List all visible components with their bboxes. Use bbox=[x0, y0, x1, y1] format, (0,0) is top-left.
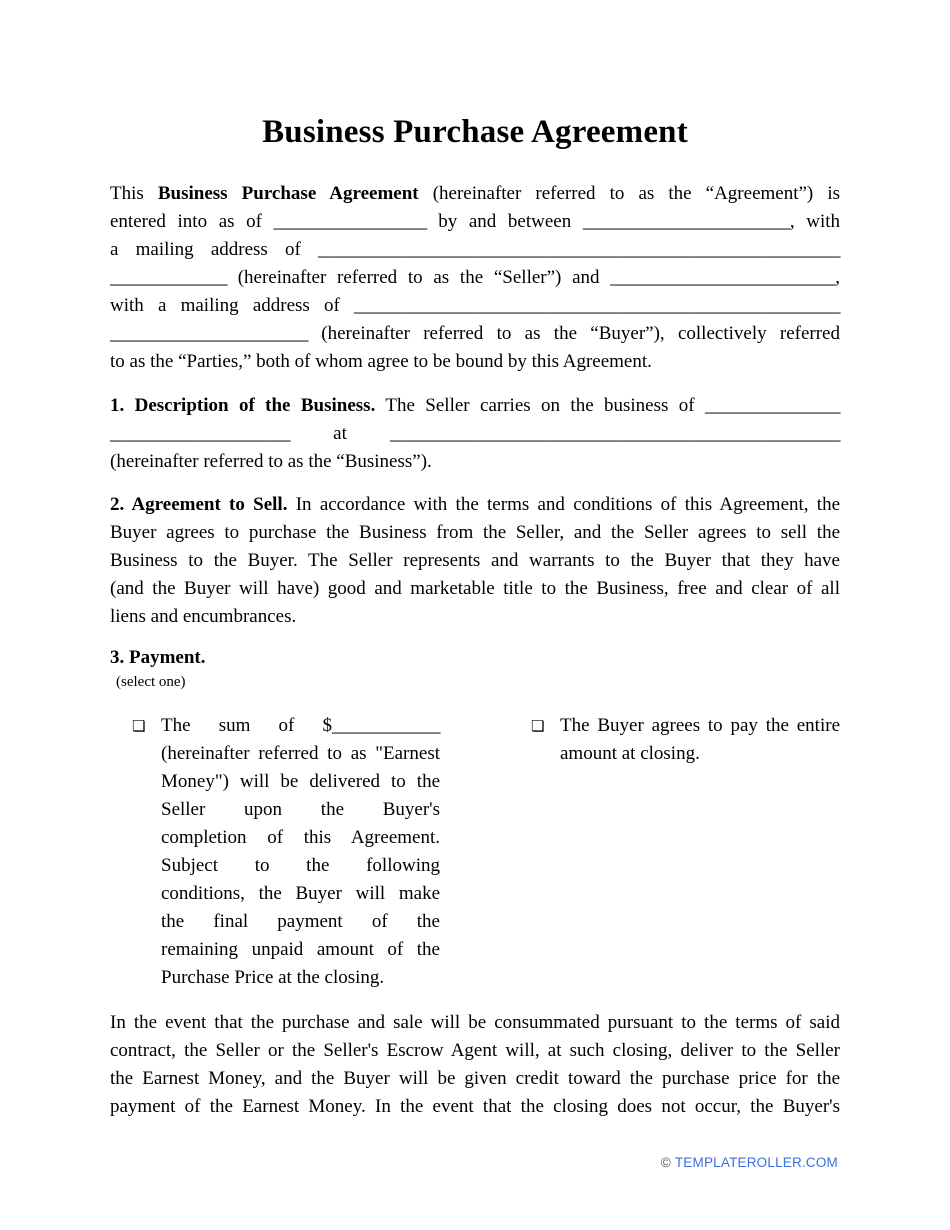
text-run: entered into as of bbox=[110, 211, 274, 232]
templateroller-link[interactable]: TEMPLATEROLLER.COM bbox=[674, 1155, 838, 1170]
text-run: amount at closing. bbox=[560, 743, 700, 764]
bold-text: 2. Agreement to Sell. bbox=[110, 494, 288, 515]
text-run: Business to the Buyer. The Seller represents and warrants to the Buyer that they have bbox=[110, 550, 840, 571]
payment-option-earnest-money bbox=[132, 712, 440, 992]
text-run: (hereinafter referred to as the “Business”). bbox=[110, 451, 432, 472]
text-run: , with bbox=[789, 211, 841, 232]
text-run: The Seller carries on the business of bbox=[375, 395, 706, 416]
text-line bbox=[110, 348, 840, 376]
blank-field[interactable]: _______________________ bbox=[582, 211, 790, 232]
text-line bbox=[110, 1037, 840, 1065]
text-line bbox=[110, 208, 840, 236]
text-line bbox=[110, 420, 840, 448]
document-content bbox=[110, 0, 840, 1121]
text-run: by and between bbox=[426, 211, 583, 232]
text-line bbox=[161, 740, 440, 768]
text-run: liens and encumbrances. bbox=[110, 606, 297, 627]
text-run: the final payment of the bbox=[161, 911, 440, 932]
closing-paragraph bbox=[110, 1009, 840, 1121]
text-run: (hereinafter referred to as "Earnest bbox=[161, 743, 440, 764]
text-run: contract, the Seller or the Seller's Escrow Agent will, at such closing, deliver to the Seller bbox=[110, 1040, 840, 1061]
text-line bbox=[161, 936, 440, 964]
text-line bbox=[161, 768, 440, 796]
checkbox-icon[interactable]: ❏ bbox=[132, 717, 146, 735]
text-run: (hereinafter referred to as the “Buyer”), collectively referred bbox=[308, 323, 840, 344]
text-line bbox=[110, 264, 840, 292]
text-run: (hereinafter referred to as the “Seller”) and bbox=[227, 267, 611, 288]
text-line bbox=[110, 180, 840, 208]
text-line bbox=[161, 712, 440, 740]
text-line bbox=[161, 880, 440, 908]
text-line bbox=[110, 392, 840, 420]
text-line bbox=[110, 575, 840, 603]
text-run: remaining unpaid amount of the bbox=[161, 939, 440, 960]
text-line bbox=[110, 1093, 840, 1121]
text-run: the Earnest Money, and the Buyer will be given credit toward the purchase price for the bbox=[110, 1068, 840, 1089]
text-line bbox=[110, 1009, 840, 1037]
payment-options bbox=[132, 712, 840, 992]
blank-field[interactable]: ____________________ bbox=[110, 423, 290, 444]
text-line bbox=[110, 1065, 840, 1093]
text-run: In accordance with the terms and conditions of this Agreement, the bbox=[287, 494, 841, 515]
text-line bbox=[161, 964, 440, 992]
text-run: payment of the Earnest Money. In the event that the closing does not occur, the Buyer's bbox=[110, 1096, 840, 1117]
text-run: Money") will be delivered to the bbox=[161, 771, 440, 792]
text-run: Seller upon the Buyer's bbox=[161, 799, 440, 820]
select-one-note: (select one) bbox=[116, 674, 186, 690]
text-line bbox=[110, 292, 840, 320]
text-run: a mailing address of bbox=[110, 239, 318, 260]
text-line bbox=[110, 448, 840, 476]
text-run: to as the “Parties,” both of whom agree to be bound by this Agreement. bbox=[110, 351, 652, 372]
payment-option-full-amount bbox=[531, 712, 840, 992]
text-line bbox=[161, 852, 440, 880]
text-line bbox=[560, 740, 840, 768]
text-line bbox=[110, 491, 840, 519]
text-line bbox=[560, 712, 840, 740]
text-run: at bbox=[290, 423, 390, 444]
text-run: completion of this Agreement. bbox=[161, 827, 440, 848]
text-line bbox=[161, 908, 440, 936]
blank-field[interactable]: __________________________________________________ bbox=[390, 423, 840, 444]
blank-field[interactable]: ______________________________________________________ bbox=[354, 295, 840, 316]
page-title: Business Purchase Agreement bbox=[262, 114, 688, 150]
text-line bbox=[161, 796, 440, 824]
blank-field[interactable]: _____________ bbox=[110, 267, 227, 288]
text-run: The sum of $ bbox=[161, 715, 332, 736]
text-run: The Buyer agrees to pay the entire bbox=[560, 715, 840, 736]
text-run: (hereinafter referred to as the “Agreement”) is bbox=[418, 183, 841, 204]
blank-field[interactable]: __________________________________________________________ bbox=[318, 239, 840, 260]
blank-field[interactable]: _________________________ bbox=[610, 267, 836, 288]
section-1-description-of-business bbox=[110, 392, 840, 476]
copyright-symbol: © bbox=[660, 1155, 671, 1170]
text-run: Subject to the following bbox=[161, 855, 440, 876]
blank-field[interactable]: ______________________ bbox=[110, 323, 308, 344]
bold-text: Business Purchase Agreement bbox=[157, 183, 419, 204]
blank-field[interactable]: ____________ bbox=[332, 715, 440, 736]
text-run: Buyer agrees to purchase the Business from the Seller, and the Seller agrees to sell the bbox=[110, 522, 840, 543]
payment-option-full-amount-text bbox=[560, 712, 840, 992]
blank-field[interactable]: _________________ bbox=[273, 211, 427, 232]
text-line bbox=[110, 320, 840, 348]
section-3-payment-heading: 3. Payment. bbox=[110, 647, 206, 668]
payment-option-earnest-money-text bbox=[161, 712, 440, 992]
text-line bbox=[110, 236, 840, 264]
text-run: (and the Buyer will have) good and marketable title to the Business, free and clear of all bbox=[110, 578, 840, 599]
checkbox-icon[interactable]: ❏ bbox=[531, 717, 545, 735]
intro-paragraph bbox=[110, 180, 840, 376]
text-run: This bbox=[110, 183, 158, 204]
text-run: Purchase Price at the closing. bbox=[161, 967, 385, 988]
text-run: In the event that the purchase and sale will be consummated pursuant to the terms of said bbox=[110, 1012, 840, 1033]
bold-text: 1. Description of the Business. bbox=[110, 395, 376, 416]
text-run: conditions, the Buyer will make bbox=[161, 883, 440, 904]
text-run: , bbox=[835, 267, 840, 288]
text-line bbox=[110, 519, 840, 547]
footer bbox=[661, 1155, 838, 1171]
text-line bbox=[161, 824, 440, 852]
section-2-agreement-to-sell bbox=[110, 491, 840, 631]
blank-field[interactable]: _______________ bbox=[705, 395, 841, 416]
text-run: with a mailing address of bbox=[110, 295, 354, 316]
text-line bbox=[110, 603, 840, 631]
text-line bbox=[110, 547, 840, 575]
